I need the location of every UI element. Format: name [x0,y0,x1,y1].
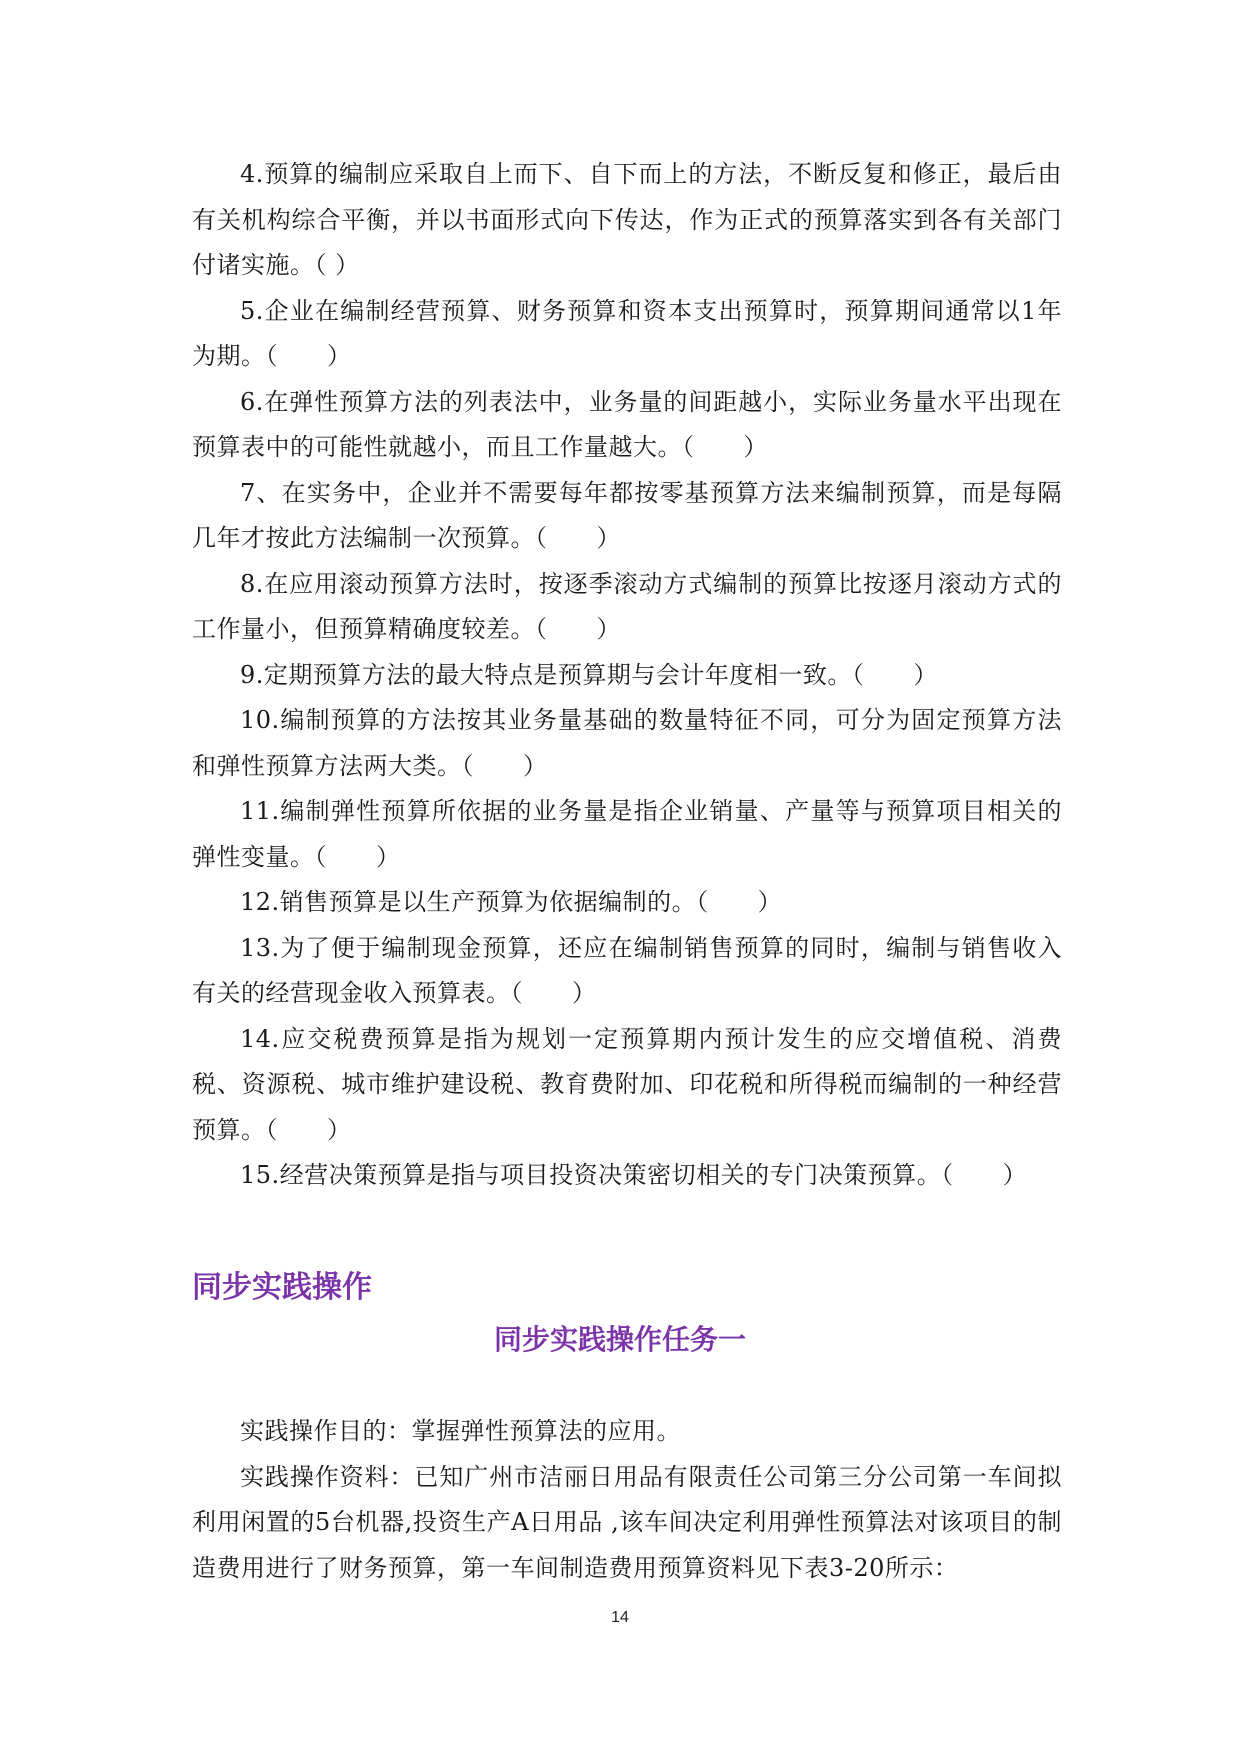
practice-body [192,1409,1062,1591]
question-7: 7、在实务中，企业并不需要每年都按零基预算方法来编制预算，而是每隔几年才按此方法编制一次预算。（ ） [192,478,1062,552]
section-heading: 同步实践操作 [192,1270,372,1305]
question-10: 10.编制预算的方法按其业务量基础的数量特征不同，可分为固定预算方法和弹性预算方法两大类。（ ） [192,706,1062,780]
page-number: 14 [611,1609,629,1626]
question-15: 15.经营决策预算是指与项目投资决策密切相关的专门决策预算。（ ） [240,1161,1028,1189]
task-heading: 同步实践操作任务一 [493,1323,746,1356]
question-4: 4.预算的编制应采取自上而下、自下而上的方法，不断反复和修正，最后由有关机构综合平衡，并以书面形式向下传达，作为正式的预算落实到各有关部门付诸实施。（ ） [192,160,1062,279]
question-14: 14.应交税费预算是指为规划一定预算期内预计发生的应交增值税、消费税、资源税、城市维护建设税、教育费附加、印花税和所得税而编制的一种经营预算。（ ） [192,1024,1062,1144]
question-9: 9.定期预算方法的最大特点是预算期与会计年度相一致。（ ） [240,660,938,689]
question-8: 8.在应用滚动预算方法时，按逐季滚动方式编制的预算比按逐月滚动方式的工作量小，但预算精确度较差。（ ） [192,569,1062,643]
question-6: 6.在弹性预算方法的列表法中，业务量的间距越小，实际业务量水平出现在预算表中的可能性就越小，而且工作量越大。（ ） [192,387,1062,461]
practice-purpose: 实践操作目的：掌握弹性预算法的应用。 [240,1417,681,1445]
question-11: 11.编制弹性预算所依据的业务量是指企业销量、产量等与预算项目相关的弹性变量。（ ） [192,797,1062,871]
question-13: 13.为了便于编制现金预算，还应在编制销售预算的同时，编制与销售收入有关的经营现金收入预算表。（ ） [192,933,1062,1007]
question-5: 5.企业在编制经营预算、财务预算和资本支出预算时，预算期间通常以1年为期。（ ） [192,296,1062,370]
practice-material: 实践操作资料：已知广州市洁丽日用品有限责任公司第三分公司第一车间拟利用闲置的5台机器,投资生产A日用品 ,该车间决定利用弹性预算法对该项目的制造费用进行了财务预算，第一车间制造费用预算资料见下表3-20所示： [192,1462,1062,1582]
question-12: 12.销售预算是以生产预算为依据编制的。（ ） [240,888,783,916]
true-false-questions [192,152,1062,1199]
